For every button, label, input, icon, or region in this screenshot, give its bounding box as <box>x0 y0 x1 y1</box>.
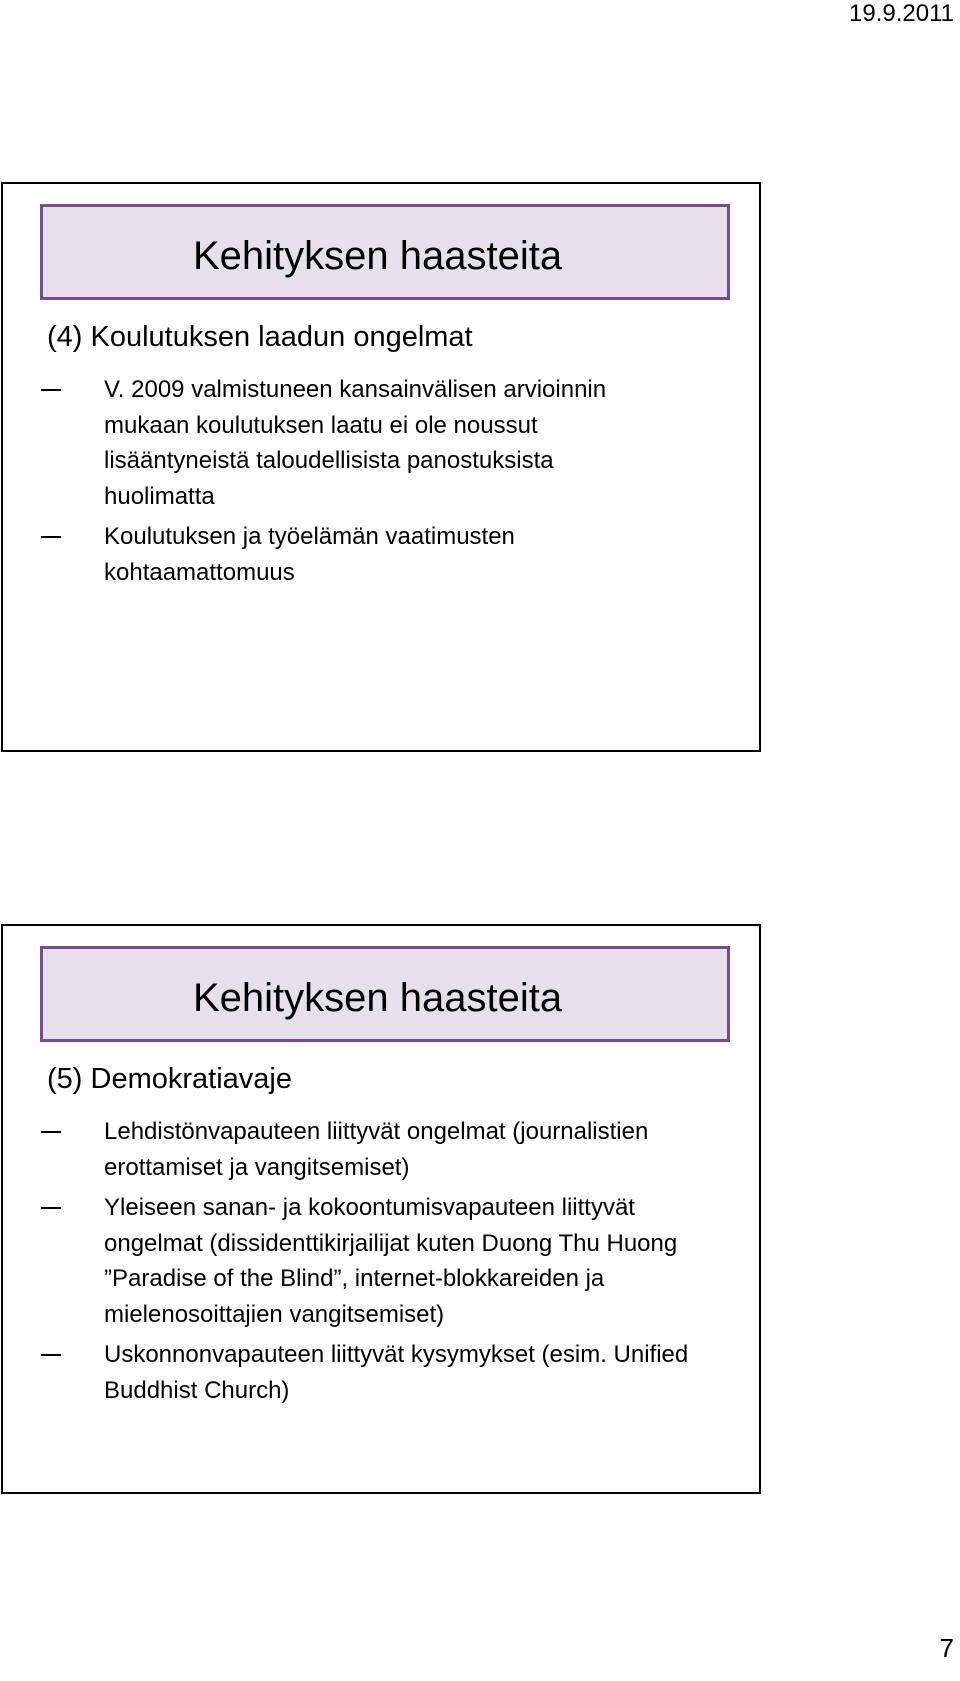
dash-bullet-icon <box>41 1131 61 1133</box>
slide-title-box <box>40 946 730 1042</box>
slide-heading: (4) Koulutuksen laadun ongelmat <box>47 321 473 353</box>
slide-1 <box>1 182 761 752</box>
dash-bullet-icon <box>41 1354 61 1356</box>
dash-bullet-icon <box>41 1207 61 1209</box>
bullet-item <box>47 372 664 514</box>
dash-bullet-icon <box>41 536 61 538</box>
bullet-item <box>47 1337 714 1408</box>
bullet-text: Yleiseen sanan- ja kokoontumisvapauteen liittyvät ongelmat (dissidenttikirjailijat kuten Duong Thu Huong ”Paradise of the Blind”, internet-blokkareiden ja mielenosoittajien vangitsemiset) <box>104 1194 678 1328</box>
slide-title: Kehityksen haasteita <box>193 234 563 278</box>
bullet-list <box>47 1114 747 1413</box>
bullet-text: Lehdistönvapauteen liittyvät ongelmat (journalistien erottamiset ja vangitsemiset) <box>104 1118 649 1181</box>
slide-heading: (5) Demokratiavaje <box>47 1063 292 1095</box>
bullet-item <box>47 1190 714 1332</box>
dash-bullet-icon <box>41 389 61 391</box>
bullet-list <box>47 372 747 595</box>
slide-2 <box>1 924 761 1494</box>
slide-title-box <box>40 204 730 300</box>
bullet-item <box>47 1114 684 1185</box>
bullet-text: Koulutuksen ja työelämän vaatimusten kohtaamattomuus <box>104 523 515 586</box>
page-date: 19.9.2011 <box>849 0 954 27</box>
bullet-item <box>47 519 664 590</box>
slide-title: Kehityksen haasteita <box>193 976 563 1020</box>
page-number: 7 <box>939 1633 954 1663</box>
bullet-text: V. 2009 valmistuneen kansainvälisen arvioinnin mukaan koulutuksen laatu ei ole noussut lisääntyneistä taloudellisista panostuksista huolimatta <box>104 376 607 510</box>
bullet-text: Uskonnonvapauteen liittyvät kysymykset (esim. Unified Buddhist Church) <box>104 1341 689 1404</box>
